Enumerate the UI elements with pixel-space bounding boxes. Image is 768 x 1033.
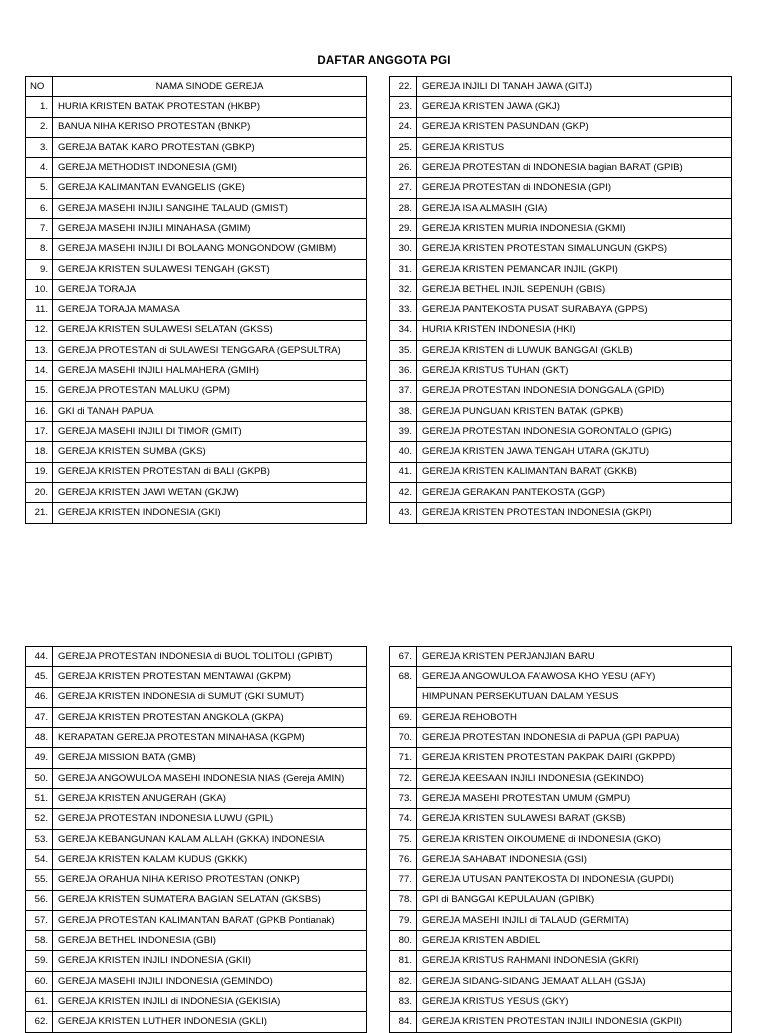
church-name: GEREJA MASEHI INJILI MINAHASA (GMIM)	[53, 219, 367, 239]
row-number: 14.	[26, 361, 53, 381]
church-name: KERAPATAN GEREJA PROTESTAN MINAHASA (KGPM)	[53, 728, 367, 748]
row-number: 68.	[390, 667, 417, 687]
row-number: 33.	[390, 300, 417, 320]
row-number: 57.	[26, 910, 53, 930]
church-name: GEREJA KRISTEN KALAM KUDUS (GKKK)	[53, 849, 367, 869]
table-row-continuation	[390, 687, 732, 707]
row-number: 20.	[26, 482, 53, 502]
church-name: GEREJA PROTESTAN KALIMANTAN BARAT (GPKB Pontianak)	[53, 910, 367, 930]
row-number: 27.	[390, 178, 417, 198]
table-row	[26, 789, 367, 809]
table-row	[26, 910, 367, 930]
row-number: 16.	[26, 401, 53, 421]
row-number: 29.	[390, 219, 417, 239]
table-row	[390, 198, 732, 218]
table-row	[390, 1012, 732, 1032]
row-number: 72.	[390, 768, 417, 788]
table-row	[390, 239, 732, 259]
table-row	[26, 340, 367, 360]
church-name: GEREJA KRISTEN JAWA TENGAH UTARA (GKJTU)	[417, 442, 732, 462]
column-header-no: NO	[26, 77, 53, 97]
church-name: GEREJA KEBANGUNAN KALAM ALLAH (GKKA) INDONESIA	[53, 829, 367, 849]
church-name: GEREJA ANGOWULOA FA’AWOSA KHO YESU (AFY)	[417, 667, 732, 687]
church-name: GEREJA METHODIST INDONESIA (GMI)	[53, 158, 367, 178]
row-number: 28.	[390, 198, 417, 218]
table-row	[390, 361, 732, 381]
row-number: 10.	[26, 279, 53, 299]
row-number: 22.	[390, 77, 417, 97]
table-row	[26, 381, 367, 401]
row-number: 36.	[390, 361, 417, 381]
church-name: GEREJA KRISTEN PROTESTAN INJILI INDONESIA (GKPII)	[417, 1012, 732, 1032]
table-row	[390, 219, 732, 239]
row-number: 73.	[390, 789, 417, 809]
church-name: GEREJA KRISTEN PROTESTAN ANGKOLA (GKPA)	[53, 707, 367, 727]
church-name: GPI di BANGGAI KEPULAUAN (GPIBK)	[417, 890, 732, 910]
row-number: 11.	[26, 300, 53, 320]
table-row	[390, 707, 732, 727]
table-row	[26, 219, 367, 239]
table-row	[390, 768, 732, 788]
row-number: 58.	[26, 931, 53, 951]
column-header-name: NAMA SINODE GEREJA	[53, 77, 367, 97]
table-row	[26, 158, 367, 178]
row-number: 82.	[390, 971, 417, 991]
table-row	[26, 951, 367, 971]
church-name: GEREJA KRISTEN PROTESTAN INDONESIA (GKPI)	[417, 503, 732, 523]
row-number: 15.	[26, 381, 53, 401]
church-name: GEREJA KRISTEN SUMATERA BAGIAN SELATAN (GKSBS)	[53, 890, 367, 910]
church-name: GEREJA KRISTEN SULAWESI BARAT (GKSB)	[417, 809, 732, 829]
church-name: GEREJA MISSION BATA (GMB)	[53, 748, 367, 768]
church-name: GEREJA PROTESTAN di INDONESIA bagian BARAT (GPIB)	[417, 158, 732, 178]
church-name: GEREJA KRISTEN PROTESTAN di BALI (GKPB)	[53, 462, 367, 482]
church-name: GEREJA ISA ALMASIH (GIA)	[417, 198, 732, 218]
church-name: GEREJA KRISTEN PERJANJIAN BARU	[417, 647, 732, 667]
member-table-1	[25, 76, 367, 524]
table-row	[390, 442, 732, 462]
church-name: GEREJA KRISTEN SUMBA (GKS)	[53, 442, 367, 462]
table-row	[26, 687, 367, 707]
table-row	[390, 381, 732, 401]
church-name: GEREJA MASEHI INJILI HALMAHERA (GMIH)	[53, 361, 367, 381]
row-number: 25.	[390, 137, 417, 157]
row-number: 42.	[390, 482, 417, 502]
table-row	[390, 992, 732, 1012]
table-row	[26, 931, 367, 951]
table-row	[390, 117, 732, 137]
row-number: 4.	[26, 158, 53, 178]
table-row	[26, 1012, 367, 1032]
table-row	[26, 748, 367, 768]
church-name: GEREJA PROTESTAN di INDONESIA (GPI)	[417, 178, 732, 198]
table-row	[390, 748, 732, 768]
table-row	[26, 178, 367, 198]
table-row	[26, 239, 367, 259]
table-row	[390, 279, 732, 299]
row-number: 21.	[26, 503, 53, 523]
church-name: GEREJA SIDANG-SIDANG JEMAAT ALLAH (GSJA)	[417, 971, 732, 991]
table-row	[26, 768, 367, 788]
row-number: 26.	[390, 158, 417, 178]
row-number: 56.	[26, 890, 53, 910]
church-name: GEREJA KRISTEN SULAWESI SELATAN (GKSS)	[53, 320, 367, 340]
church-name: GEREJA KRISTEN OIKOUMENE di INDONESIA (GKO)	[417, 829, 732, 849]
row-number: 8.	[26, 239, 53, 259]
table-row	[390, 340, 732, 360]
table-row	[26, 137, 367, 157]
church-name: GEREJA KALIMANTAN EVANGELIS (GKE)	[53, 178, 367, 198]
row-number: 38.	[390, 401, 417, 421]
table-row	[390, 259, 732, 279]
row-number: 1.	[26, 97, 53, 117]
table-row	[26, 401, 367, 421]
table-row	[390, 829, 732, 849]
member-table-4	[389, 646, 732, 1033]
table-row	[390, 870, 732, 890]
church-name: GEREJA ORAHUA NIHA KERISO PROTESTAN (ONKP)	[53, 870, 367, 890]
row-number: 48.	[26, 728, 53, 748]
row-number: 55.	[26, 870, 53, 890]
church-name: GEREJA MASEHI INJILI SANGIHE TALAUD (GMIST)	[53, 198, 367, 218]
table-row	[26, 829, 367, 849]
table-row	[390, 667, 732, 687]
table-row	[390, 482, 732, 502]
row-number: 37.	[390, 381, 417, 401]
church-name: GEREJA PANTEKOSTA PUSAT SURABAYA (GPPS)	[417, 300, 732, 320]
church-name: GEREJA KRISTUS YESUS (GKY)	[417, 992, 732, 1012]
church-name: GEREJA KRISTEN INDONESIA di SUMUT (GKI SUMUT)	[53, 687, 367, 707]
row-number: 35.	[390, 340, 417, 360]
church-name: BANUA NIHA KERISO PROTESTAN (BNKP)	[53, 117, 367, 137]
church-name: GEREJA PROTESTAN INDONESIA di BUOL TOLITOLI (GPIBT)	[53, 647, 367, 667]
church-name: GEREJA KRISTEN MURIA INDONESIA (GKMI)	[417, 219, 732, 239]
row-number: 54.	[26, 849, 53, 869]
table-row	[390, 158, 732, 178]
church-name: GEREJA UTUSAN PANTEKOSTA DI INDONESIA (GUPDI)	[417, 870, 732, 890]
row-number: 30.	[390, 239, 417, 259]
table-row	[390, 728, 732, 748]
church-name: GEREJA BETHEL INJIL SEPENUH (GBIS)	[417, 279, 732, 299]
church-name: GEREJA REHOBOTH	[417, 707, 732, 727]
church-name: GEREJA MASEHI INJILI INDONESIA (GEMINDO)	[53, 971, 367, 991]
table-row	[390, 849, 732, 869]
church-name: GEREJA KRISTEN INJILI di INDONESIA (GEKISIA)	[53, 992, 367, 1012]
table-row	[390, 789, 732, 809]
row-number: 80.	[390, 931, 417, 951]
church-name: GEREJA KRISTUS	[417, 137, 732, 157]
table-row	[390, 422, 732, 442]
church-name: GEREJA BATAK KARO PROTESTAN (GBKP)	[53, 137, 367, 157]
row-number: 5.	[26, 178, 53, 198]
church-name: GKI di TANAH PAPUA	[53, 401, 367, 421]
row-number: 18.	[26, 442, 53, 462]
church-name: GEREJA PROTESTAN INDONESIA di PAPUA (GPI PAPUA)	[417, 728, 732, 748]
row-number: 62.	[26, 1012, 53, 1032]
row-number: 53.	[26, 829, 53, 849]
table-row	[26, 198, 367, 218]
table-row	[390, 401, 732, 421]
table-row	[26, 462, 367, 482]
row-number: 44.	[26, 647, 53, 667]
row-number: 43.	[390, 503, 417, 523]
church-name: GEREJA KRISTUS TUHAN (GKT)	[417, 361, 732, 381]
table-row	[26, 503, 367, 523]
member-table-3	[25, 646, 367, 1033]
church-name: GEREJA KRISTEN INDONESIA (GKI)	[53, 503, 367, 523]
table-row	[390, 890, 732, 910]
table-row	[390, 178, 732, 198]
page-title: DAFTAR ANGGOTA PGI	[317, 55, 451, 67]
church-name: GEREJA TORAJA MAMASA	[53, 300, 367, 320]
table-row	[390, 931, 732, 951]
church-name: GEREJA KRISTEN ANUGERAH (GKA)	[53, 789, 367, 809]
table-row	[26, 890, 367, 910]
row-number: 71.	[390, 748, 417, 768]
table-row	[390, 503, 732, 523]
table-header-row	[26, 77, 367, 97]
church-name: GEREJA KRISTEN KALIMANTAN BARAT (GKKB)	[417, 462, 732, 482]
church-name: GEREJA INJILI DI TANAH JAWA (GITJ)	[417, 77, 732, 97]
church-name: GEREJA KRISTEN SULAWESI TENGAH (GKST)	[53, 259, 367, 279]
church-name: GEREJA KRISTEN PROTESTAN PAKPAK DAIRI (GKPPD)	[417, 748, 732, 768]
table-row	[26, 361, 367, 381]
church-name: HURIA KRISTEN INDONESIA (HKI)	[417, 320, 732, 340]
row-number: 2.	[26, 117, 53, 137]
church-name: GEREJA PROTESTAN MALUKU (GPM)	[53, 381, 367, 401]
table-row	[26, 482, 367, 502]
table-row	[390, 320, 732, 340]
row-number: 34.	[390, 320, 417, 340]
row-number: 40.	[390, 442, 417, 462]
table-row	[26, 97, 367, 117]
row-number: 74.	[390, 809, 417, 829]
church-name: GEREJA KRISTEN JAWI WETAN (GKJW)	[53, 482, 367, 502]
church-name: GEREJA PROTESTAN di SULAWESI TENGGARA (GEPSULTRA)	[53, 340, 367, 360]
row-number: 24.	[390, 117, 417, 137]
table-row	[26, 422, 367, 442]
table-row	[26, 667, 367, 687]
church-name: GEREJA SAHABAT INDONESIA (GSI)	[417, 849, 732, 869]
row-number: 31.	[390, 259, 417, 279]
table-row	[390, 910, 732, 930]
church-name: GEREJA TORAJA	[53, 279, 367, 299]
church-name: GEREJA PROTESTAN INDONESIA DONGGALA (GPID)	[417, 381, 732, 401]
table-row	[26, 992, 367, 1012]
row-number: 7.	[26, 219, 53, 239]
table-row	[390, 647, 732, 667]
row-number: 51.	[26, 789, 53, 809]
row-number: 75.	[390, 829, 417, 849]
row-number: 84.	[390, 1012, 417, 1032]
row-number: 78.	[390, 890, 417, 910]
table-row	[26, 279, 367, 299]
table-row	[26, 971, 367, 991]
table-row	[26, 320, 367, 340]
table-row	[26, 442, 367, 462]
church-name: GEREJA MASEHI INJILI DI BOLAANG MONGONDOW (GMIBM)	[53, 239, 367, 259]
table-row	[390, 300, 732, 320]
row-number: 77.	[390, 870, 417, 890]
row-number: 81.	[390, 951, 417, 971]
table-row	[390, 951, 732, 971]
table-row	[390, 971, 732, 991]
table-row	[390, 77, 732, 97]
row-number-empty	[390, 687, 417, 707]
table-row	[26, 259, 367, 279]
table-row	[26, 870, 367, 890]
row-number: 13.	[26, 340, 53, 360]
row-number: 9.	[26, 259, 53, 279]
table-row	[26, 647, 367, 667]
member-table-2	[389, 76, 732, 524]
row-number: 60.	[26, 971, 53, 991]
row-number: 41.	[390, 462, 417, 482]
church-name: GEREJA MASEHI INJILI di TALAUD (GERMITA)	[417, 910, 732, 930]
church-name: GEREJA PROTESTAN INDONESIA GORONTALO (GPIG)	[417, 422, 732, 442]
row-number: 6.	[26, 198, 53, 218]
table-row	[26, 117, 367, 137]
church-name: GEREJA KRISTEN PROTESTAN MENTAWAI (GKPM)	[53, 667, 367, 687]
table-row	[26, 728, 367, 748]
row-number: 19.	[26, 462, 53, 482]
table-row	[26, 809, 367, 829]
table-row	[26, 707, 367, 727]
church-name: GEREJA KRISTEN PEMANCAR INJIL (GKPI)	[417, 259, 732, 279]
church-name: GEREJA KEESAAN INJILI INDONESIA (GEKINDO)	[417, 768, 732, 788]
row-number: 17.	[26, 422, 53, 442]
church-name: GEREJA PUNGUAN KRISTEN BATAK (GPKB)	[417, 401, 732, 421]
row-number: 76.	[390, 849, 417, 869]
row-number: 83.	[390, 992, 417, 1012]
row-number: 45.	[26, 667, 53, 687]
row-number: 32.	[390, 279, 417, 299]
row-number: 50.	[26, 768, 53, 788]
row-number: 59.	[26, 951, 53, 971]
row-number: 69.	[390, 707, 417, 727]
table-row	[390, 809, 732, 829]
church-name: GEREJA KRISTEN PROTESTAN SIMALUNGUN (GKPS)	[417, 239, 732, 259]
church-name: GEREJA KRISTEN di LUWUK BANGGAI (GKLB)	[417, 340, 732, 360]
church-name: GEREJA KRISTEN PASUNDAN (GKP)	[417, 117, 732, 137]
row-number: 49.	[26, 748, 53, 768]
row-number: 67.	[390, 647, 417, 667]
church-name: GEREJA ANGOWULOA MASEHI INDONESIA NIAS (Gereja AMIN)	[53, 768, 367, 788]
row-number: 46.	[26, 687, 53, 707]
church-name: GEREJA KRISTEN JAWA (GKJ)	[417, 97, 732, 117]
table-row	[26, 300, 367, 320]
row-number: 52.	[26, 809, 53, 829]
row-number: 61.	[26, 992, 53, 1012]
row-number: 47.	[26, 707, 53, 727]
church-name: GEREJA KRISTEN ABDIEL	[417, 931, 732, 951]
row-number: 79.	[390, 910, 417, 930]
church-name: GEREJA BETHEL INDONESIA (GBI)	[53, 931, 367, 951]
row-number: 23.	[390, 97, 417, 117]
table-row	[26, 849, 367, 869]
row-number: 70.	[390, 728, 417, 748]
church-name-subline: HIMPUNAN PERSEKUTUAN DALAM YESUS	[417, 687, 732, 707]
row-number: 12.	[26, 320, 53, 340]
table-row	[390, 97, 732, 117]
church-name: HURIA KRISTEN BATAK PROTESTAN (HKBP)	[53, 97, 367, 117]
table-row	[390, 462, 732, 482]
church-name: GEREJA KRISTUS RAHMANI INDONESIA (GKRI)	[417, 951, 732, 971]
church-name: GEREJA MASEHI PROTESTAN UMUM (GMPU)	[417, 789, 732, 809]
church-name: GEREJA MASEHI INJILI DI TIMOR (GMIT)	[53, 422, 367, 442]
row-number: 39.	[390, 422, 417, 442]
church-name: GEREJA KRISTEN LUTHER INDONESIA (GKLI)	[53, 1012, 367, 1032]
church-name: GEREJA GERAKAN PANTEKOSTA (GGP)	[417, 482, 732, 502]
church-name: GEREJA PROTESTAN INDONESIA LUWU (GPIL)	[53, 809, 367, 829]
row-number: 3.	[26, 137, 53, 157]
table-row	[390, 137, 732, 157]
church-name: GEREJA KRISTEN INJILI INDONESIA (GKII)	[53, 951, 367, 971]
